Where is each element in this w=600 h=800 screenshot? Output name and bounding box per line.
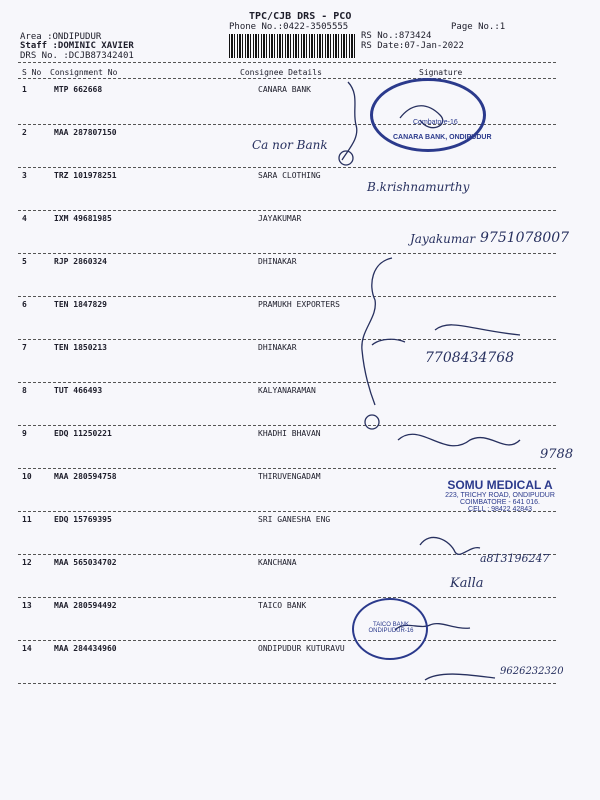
consignment-number: TEN 1847829 (54, 300, 107, 309)
phone-number: Phone No.:0422-3505555 (229, 22, 349, 32)
consignee-name: JAYAKUMAR (258, 214, 302, 223)
consignment-number: RJP 2860324 (54, 257, 107, 266)
serial-number: 9 (22, 429, 27, 438)
serial-number: 3 (22, 171, 27, 180)
medical-shop-stamp (420, 478, 580, 513)
handwritten-note: a813196247 (480, 552, 550, 565)
serial-number: 2 (22, 128, 27, 137)
handwritten-note: 9751078007 (480, 230, 570, 246)
area-label: Area :ONDIPUDUR (20, 32, 102, 42)
stamp-shop-name: SOMU MEDICAL A (447, 478, 553, 492)
staff-label: Staff :DOMINIC XAVIER (20, 41, 134, 51)
consignment-number: MAA 280594492 (54, 601, 117, 610)
stamp-phone: CELL : 98422 42843 (468, 506, 532, 513)
column-consignment: Consignment No (50, 68, 118, 77)
serial-number: 11 (22, 515, 32, 524)
stamp-text: TAICO BANK ONDIPUDUR-16 (368, 622, 414, 634)
serial-number: 8 (22, 386, 27, 395)
handwritten-note: 9788 (540, 447, 574, 462)
consignee-name: PRAMUKH EXPORTERS (258, 300, 340, 309)
serial-number: 12 (22, 558, 32, 567)
stamp-text: CANARA BANK, ONDIPUDUR (393, 134, 492, 141)
consignee-name: SRI GANESHA ENG (258, 515, 331, 524)
consignee-name: THIRUVENGADAM (258, 472, 321, 481)
serial-number: 7 (22, 343, 27, 352)
drs-number: DRS No. :DCJB87342401 (20, 51, 134, 61)
column-signature: Signature (419, 68, 463, 77)
serial-number: 1 (22, 85, 27, 94)
handwritten-note: Kalla (450, 576, 484, 591)
consignment-number: EDQ 15769395 (54, 515, 112, 524)
consignment-number: TRZ 101978251 (54, 171, 117, 180)
column-consignee: Consignee Details (240, 68, 322, 77)
serial-number: 4 (22, 214, 27, 223)
consignment-number: MTP 662668 (54, 85, 103, 94)
consignee-name: DHINAKAR (258, 343, 297, 352)
handwritten-note: 9626232320 (500, 666, 564, 677)
document-title: TPC/CJB DRS - PCO (249, 11, 352, 22)
handwritten-note: 7708434768 (425, 350, 515, 366)
consignee-name: SARA CLOTHING (258, 171, 321, 180)
consignee-name: TAICO BANK (258, 601, 307, 610)
consignee-name: DHINAKAR (258, 257, 297, 266)
taico-bank-stamp (352, 598, 428, 660)
page-number: Page No.:1 (451, 22, 506, 32)
consignee-name: ONDIPUDUR KUTURAVU (258, 644, 345, 653)
consignee-name: CANARA BANK (258, 85, 311, 94)
handwritten-note: Ca nor Bank (252, 138, 328, 152)
consignment-number: MAA 565034702 (54, 558, 117, 567)
handwritten-note: B.krishnamurthy (367, 180, 470, 194)
serial-number: 14 (22, 644, 32, 653)
rs-number: RS No.:873424 (361, 31, 432, 41)
canara-bank-stamp (370, 78, 492, 152)
handwritten-note: Jayakumar (410, 232, 476, 246)
serial-number: 13 (22, 601, 32, 610)
consignment-number: TUT 466493 (54, 386, 103, 395)
consignee-name: KALYANARAMAN (258, 386, 316, 395)
consignment-number: MAA 287807150 (54, 128, 117, 137)
consignee-name: KHADHI BHAVAN (258, 429, 321, 438)
consignment-number: MAA 284434960 (54, 644, 117, 653)
stamp-address: 223, TRICHY ROAD, ONDIPUDUR (445, 492, 555, 499)
serial-number: 10 (22, 472, 32, 481)
consignment-number: IXM 49681985 (54, 214, 112, 223)
consignment-number: TEN 1850213 (54, 343, 107, 352)
column-sno: S No (22, 68, 42, 77)
serial-number: 5 (22, 257, 27, 266)
consignment-number: MAA 280594758 (54, 472, 117, 481)
stamp-city: COIMBATORE - 641 016. (460, 499, 540, 506)
stamp-text: Combatore-16 (413, 119, 458, 126)
consignee-name: KANCHANA (258, 558, 297, 567)
consignment-number: EDQ 11250221 (54, 429, 112, 438)
rs-date: RS Date:07-Jan-2022 (361, 41, 464, 51)
serial-number: 6 (22, 300, 27, 309)
